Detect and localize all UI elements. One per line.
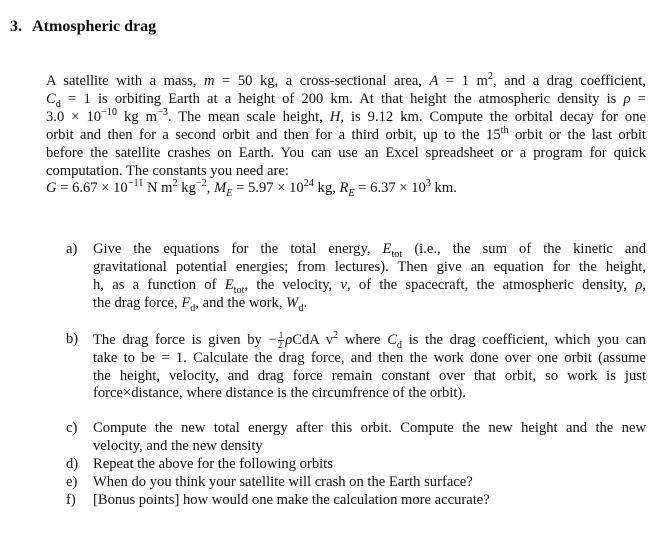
sub-question-line: The drag force is given by − $\frac{1}{2}$ ρCdA $v^2$ where $C_d$ is the drag coefficient, which you can	[93, 329, 646, 351]
statement-line: computation. The constants you need are:	[46, 162, 289, 179]
statement-line: before the satellite crashes on Earth. You can use an Excel spreadsheet or a program for quick	[46, 144, 646, 161]
sub-question-text: When do you think your satellite will crash on the Earth surface?	[93, 474, 473, 491]
problem-title: Atmospheric drag	[32, 18, 157, 35]
sub-question-line: the height, velocity, and drag force remain constant over that orbit, so work is just	[93, 367, 646, 384]
problem-heading	[10, 18, 156, 36]
sub-question-label: f)	[66, 491, 76, 508]
sub-question-e	[66, 474, 646, 492]
sub-question-b	[66, 331, 646, 404]
sub-question-label: a)	[66, 241, 78, 257]
sub-question-label: d)	[66, 456, 79, 473]
sub-question-line: h, as a function of $E_{tot}$, the velocity, v, of the spacecraft, the atmospheric density, ρ,	[93, 276, 646, 296]
problem-number: 3.	[10, 18, 22, 35]
problem-statement	[46, 73, 646, 198]
constants-line: $G = 6.67 \times 10^{-11}$ N $m^2$ $kg^{-2}$, $M_E = 5.97 \times 10^{24}$ kg, $R_E = 6.37 \times 10^3$ km.	[46, 178, 457, 200]
sub-question-label: c)	[66, 420, 78, 437]
sub-question-line: Compute the new total energy after this orbit. Compute the new height and the new	[93, 420, 646, 437]
sub-question-line: gravitational potential energies; from lectures). Then give an equation for the height,	[93, 258, 646, 275]
statement-line: orbit and then for a second orbit and then for a third orbit, up to the 15th orbit or the last orbit	[46, 124, 646, 143]
sub-questions	[66, 241, 646, 510]
sub-question-line: Give the equations for the total energy, $E_{tot}$ (i.e., the sum of the kinetic and	[93, 241, 646, 260]
sub-question-a	[66, 241, 646, 313]
sub-question-label: b)	[66, 330, 79, 347]
sub-question-line: force×distance, where distance is the circumfrence of the orbit).	[93, 385, 466, 402]
sub-question-d	[66, 456, 646, 474]
statement-line: A satellite with a mass, m = 50 kg, a cross-sectional area, A = 1 $m^2$, and a drag coefficient,	[46, 71, 646, 89]
sub-question-c	[66, 420, 646, 456]
sub-question-line: velocity, and the new density	[93, 438, 263, 455]
sub-question-line: take to be = 1. Calculate the drag force, and then the work done over one orbit (assume	[93, 349, 646, 366]
sub-question-text: [Bonus points] how would one make the calculation more accurate?	[93, 491, 490, 508]
sub-question-line: the drag force, $F_d$, and the work, $W_d$.	[93, 294, 308, 314]
sub-question-f	[66, 492, 646, 510]
statement-line: $3.0 \times 10^{-10}$ kg $m^{-3}$. The mean scale height, H, is 9.12 km. Compute the orbital decay for one	[46, 106, 646, 125]
statement-line: $C_d = 1$ is orbiting Earth at a height of 200 km. At that height the atmospheric density is ρ =	[46, 90, 646, 110]
sub-question-label: e)	[66, 474, 78, 491]
sub-question-text: Repeat the above for the following orbits	[93, 456, 333, 473]
